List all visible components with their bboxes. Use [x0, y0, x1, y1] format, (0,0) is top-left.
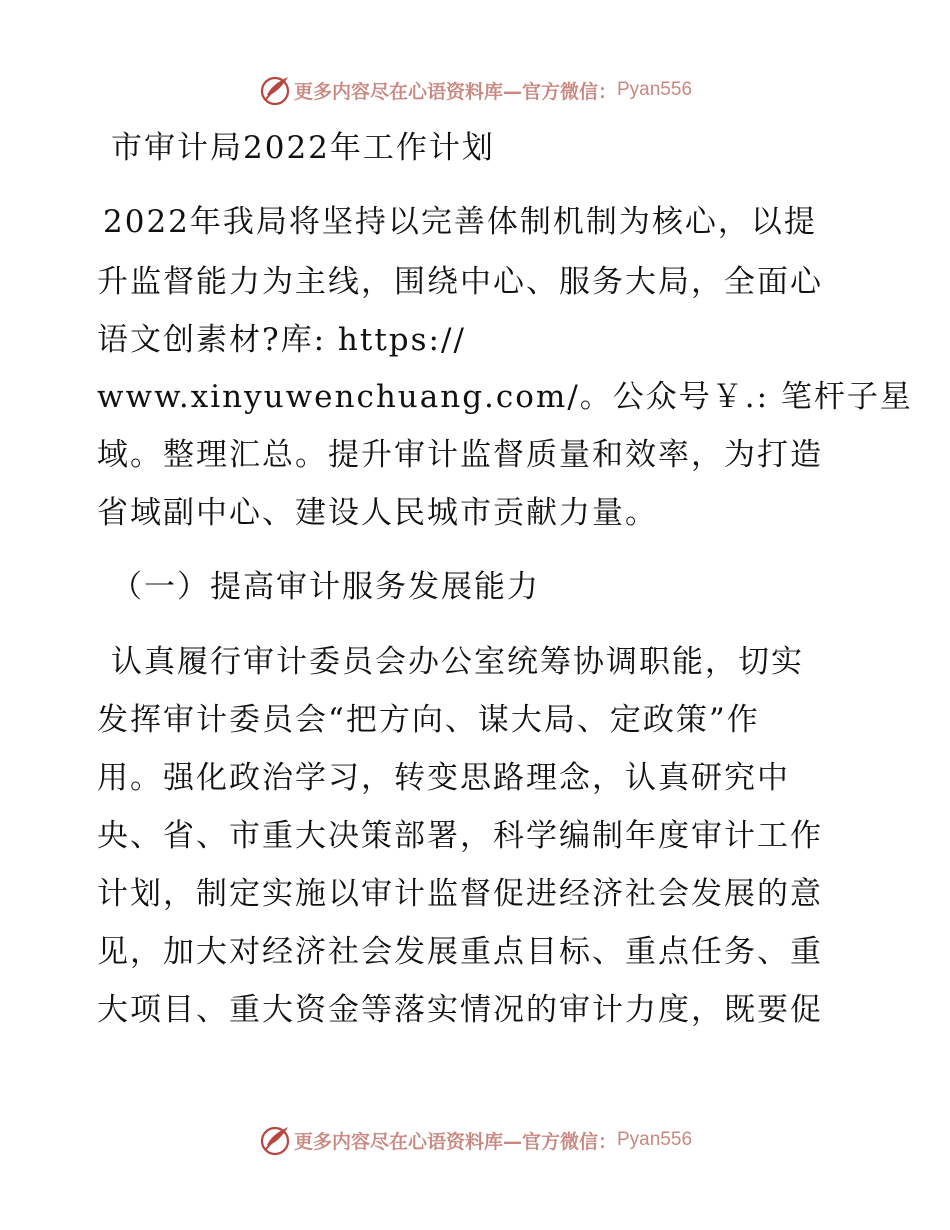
watermark-text: 更多内容尽在心语资料库—官方微信： — [293, 80, 617, 103]
section-heading: （一）提高审计服务发展能力 — [111, 569, 540, 605]
body-line: 用。强化政治学习，转变思路理念，认真研究中 — [97, 760, 790, 796]
intro-line: 语文创素材?库: https:// — [97, 322, 466, 358]
body-line: 见，加大对经济社会发展重点目标、重点任务、重 — [97, 934, 823, 970]
document-title: 市审计局2022年工作计划 — [111, 130, 495, 166]
body-line: 央、省、市重大决策部署，科学编制年度审计工作 — [97, 818, 823, 854]
watermark-banner-bottom — [0, 1120, 950, 1160]
quill-logo-icon — [258, 1123, 292, 1157]
intro-line: 域。整理汇总。提升审计监督质量和效率，为打造 — [97, 437, 823, 473]
watermark-wechat-id: Pyan556 — [617, 79, 693, 100]
watermark-banner-top — [0, 70, 950, 110]
body-line: 发挥审计委员会“把方向、谋大局、定政策”作 — [97, 702, 760, 738]
intro-line: 2022年我局将坚持以完善体制机制为核心，以提 — [103, 204, 817, 240]
watermark-wechat-id: Pyan556 — [617, 1129, 693, 1150]
body-line: 大项目、重大资金等落实情况的审计力度，既要促 — [97, 992, 823, 1028]
watermark-text: 更多内容尽在心语资料库—官方微信： — [293, 1130, 617, 1153]
intro-line: 省域副中心、建设人民城市贡献力量。 — [97, 495, 658, 531]
body-line: 认真履行审计委员会办公室统筹协调职能，切实 — [111, 644, 804, 680]
body-line: 计划，制定实施以审计监督促进经济社会发展的意 — [97, 876, 823, 912]
intro-line: 升监督能力为主线，围绕中心、服务大局，全面心 — [97, 264, 823, 300]
intro-line: www.xinyuwenchuang.com/。公众号￥.: 笔杆子星 — [97, 379, 913, 415]
quill-logo-icon — [258, 73, 292, 107]
